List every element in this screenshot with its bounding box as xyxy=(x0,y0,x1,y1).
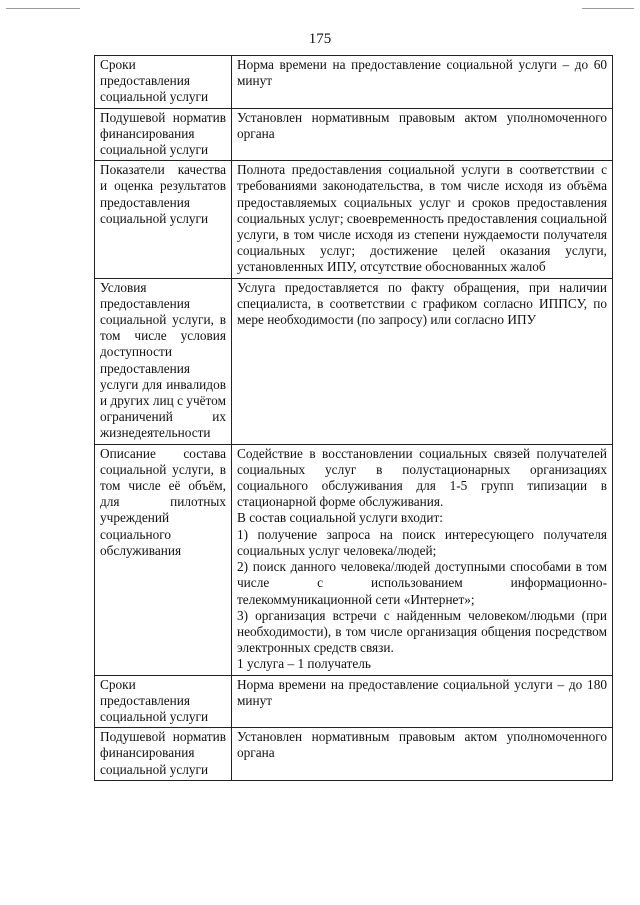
row-value-paragraph: Установлен нормативным правовым актом уполномоченного органа xyxy=(237,729,607,761)
row-label: Условия предоставления социальной услуги, в том числе условия доступности предоставления услуги для инвалидов и других лиц с учётом ограничений их жизнедеятельности xyxy=(95,278,232,444)
table-row xyxy=(95,278,613,444)
row-value xyxy=(232,108,613,161)
row-label: Подушевой норматив финансирования социальной услуги xyxy=(95,108,232,161)
row-value-paragraph: Полнота предоставления социальной услуги в соответствии с требованиями законодательства, в том числе исходя из объёма предоставляемых социальных услуг и сроков предоставления социальных услуг; своевременность предоставления социальной услуги, в том числе исходя из степени нуждаемости получателя социальных услуг; достижение целей оказания услуги, установленных ИПУ, отсутствие обоснованных жалоб xyxy=(237,162,607,275)
row-value-paragraph: Норма времени на предоставление социальной услуги – до 60 минут xyxy=(237,57,607,89)
row-value-paragraph: Норма времени на предоставление социальной услуги – до 180 минут xyxy=(237,676,607,708)
table-row xyxy=(95,728,613,781)
row-value xyxy=(232,675,613,728)
row-value-paragraph: 1) получение запроса на поиск интересующего получателя социальных услуг человека/людей; xyxy=(237,526,607,558)
row-value-paragraph: В состав социальной услуги входит: xyxy=(237,510,443,526)
row-value xyxy=(232,728,613,781)
row-value-paragraph: 3) организация встречи с найденным человеком/людьми (при необходимости), в том числе организация общения посредством электронных средств связи. xyxy=(237,607,607,656)
row-value xyxy=(232,56,613,109)
row-value-paragraph: Установлен нормативным правовым актом уполномоченного органа xyxy=(237,109,607,141)
service-table-body xyxy=(95,56,613,781)
row-label: Сроки предоставления социальной услуги xyxy=(95,675,232,728)
row-label: Подушевой норматив финансирования социальной услуги xyxy=(95,728,232,781)
row-value xyxy=(232,278,613,444)
table-row xyxy=(95,675,613,728)
row-label: Сроки предоставления социальной услуги xyxy=(95,56,232,109)
row-value-paragraph: Услуга предоставляется по факту обращения, при наличии специалиста, в соответствии с графиком согласно ИППСУ, по мере необходимости (по запросу) или согласно ИПУ xyxy=(237,279,607,328)
row-label: Показатели качества и оценка результатов предоставления социальной услуги xyxy=(95,161,232,278)
scan-artifact-top-right xyxy=(582,8,634,9)
row-value-paragraph: 2) поиск данного человека/людей доступными способами в том числе с использованием информационно-телекоммуникационной сети «Интернет»; xyxy=(237,559,607,607)
row-value xyxy=(232,161,613,278)
row-value-paragraph: 1 услуга – 1 получатель xyxy=(237,656,371,672)
row-label: Описание состава социальной услуги, в том числе её объём, для пилотных учреждений социального обслуживания xyxy=(95,444,232,675)
table-row xyxy=(95,444,613,675)
row-value-paragraph: Содействие в восстановлении социальных связей получателей социальных услуг в полустационарных организациях социального обслуживания для 1-5 групп типизации в стационарной форме обслуживания. xyxy=(237,445,607,510)
service-table xyxy=(94,55,613,781)
page-number: 175 xyxy=(308,31,332,47)
row-value xyxy=(232,444,613,675)
table-row xyxy=(95,56,613,109)
table-row xyxy=(95,108,613,161)
table-row xyxy=(95,161,613,278)
scan-artifact-top-left xyxy=(6,8,80,9)
